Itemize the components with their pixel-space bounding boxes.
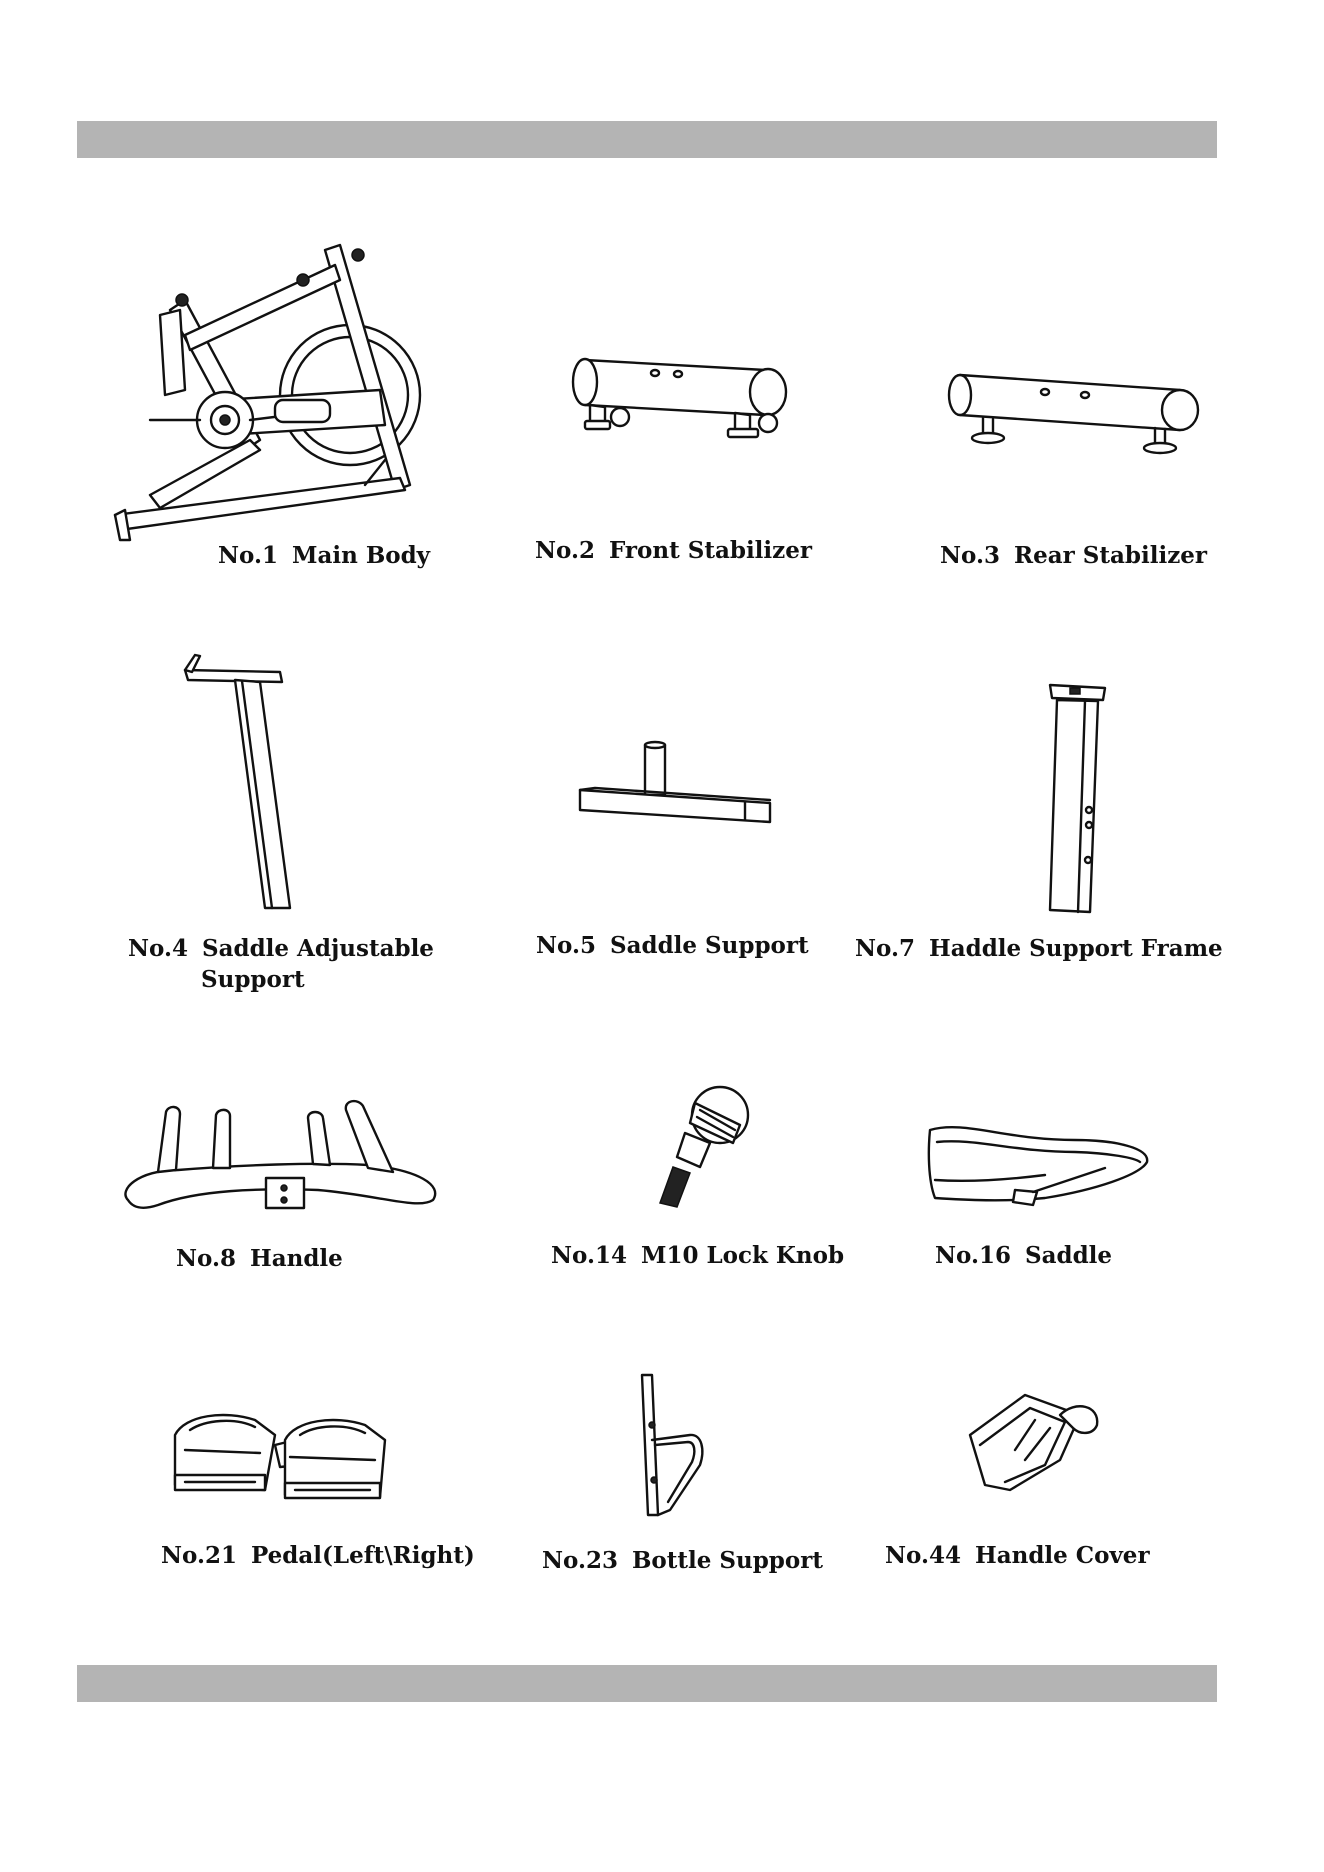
haddle-support-frame-icon [1020,680,1120,915]
part-label: No.8 Handle [176,1245,343,1272]
saddle-support-icon [575,740,775,840]
saddle-adjustable-support-icon [180,650,300,915]
part-label: No.21 Pedal(Left\Right) [161,1542,475,1569]
handle-icon [118,1090,443,1220]
part-label: No.5 Saddle Support [536,932,809,959]
part-label: No.4 Saddle Adjustable [128,935,434,962]
part-lock-knob [551,1085,845,1269]
part-bottle-support [542,1370,823,1574]
part-label: No.1 Main Body [218,542,431,569]
part-label: No.16 Saddle [935,1242,1113,1269]
part-saddle [925,1120,1150,1269]
saddle-icon [925,1120,1150,1210]
main-body-icon [110,240,430,550]
part-main-body [110,240,431,569]
part-saddle-adjustable-support [128,650,434,993]
part-label: No.7 Haddle Support Frame [855,935,1223,962]
rear-stabilizer-icon [940,370,1200,460]
lock-knob-icon [645,1085,765,1210]
part-handle-cover [885,1390,1150,1569]
part-pedal [161,1405,475,1569]
part-label: No.23 Bottle Support [542,1547,823,1574]
front-stabilizer-icon [560,355,800,445]
bottle-support-icon [630,1370,710,1520]
part-saddle-support [536,740,809,959]
pedal-icon [165,1405,405,1505]
part-label: No.2 Front Stabilizer [535,537,812,564]
part-label: No.14 M10 Lock Knob [551,1242,845,1269]
part-haddle-support-frame [855,680,1223,962]
part-label: No.3 Rear Stabilizer [940,542,1208,569]
part-label-line2: Support [201,966,305,993]
part-handle [118,1090,443,1272]
part-front-stabilizer [535,355,812,564]
handle-cover-icon [965,1390,1105,1495]
part-rear-stabilizer [940,370,1208,569]
footer-band [77,1665,1217,1702]
part-label: No.44 Handle Cover [885,1542,1150,1569]
header-band [77,121,1217,158]
